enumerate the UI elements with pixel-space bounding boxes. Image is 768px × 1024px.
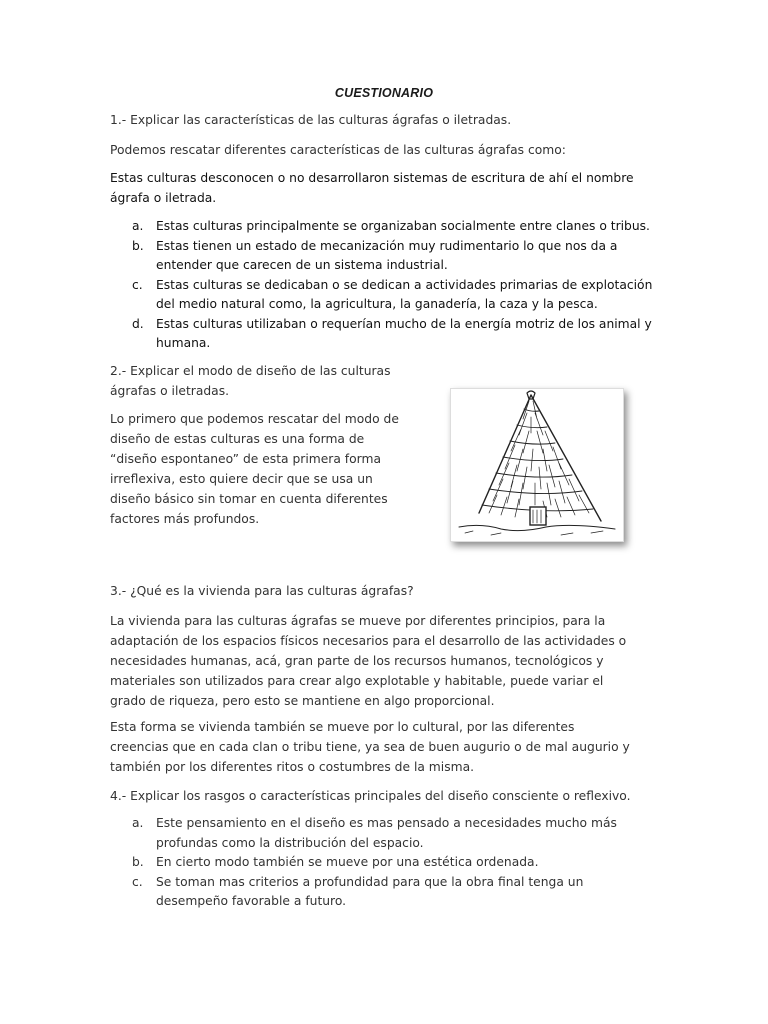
list-item-line: entender que carecen de un sistema industrial. — [156, 258, 448, 272]
paragraph-line: Esta forma se vivienda también se mueve por lo cultural, por las diferentes — [110, 720, 575, 734]
paragraph-line: materiales son utilizados para crear algo explotable y habitable, puede variar el — [110, 674, 604, 688]
question-3-paragraph-1 — [110, 611, 655, 711]
question-1-intro: Podemos rescatar diferentes características de las culturas ágrafas como: — [110, 143, 566, 157]
document-title: CUESTIONARIO — [334, 86, 434, 100]
paragraph-line: irreflexiva, esto quiere decir que se usa un — [110, 472, 373, 486]
hut-illustration — [450, 388, 624, 542]
paragraph-line: necesidades humanas, acá, gran parte de los recursos humanos, tecnológicos y — [110, 654, 604, 668]
list-item-line: Estas culturas principalmente se organizaban socialmente entre clanes o tribus. — [156, 219, 650, 233]
list-item-line: humana. — [156, 336, 211, 350]
list-marker: c. — [132, 277, 143, 292]
list-item — [110, 217, 660, 237]
list-item-line: profundas como la distribución del espacio. — [156, 835, 424, 850]
paragraph-line: “diseño espontaneo” de esta primera forma — [110, 452, 382, 466]
paragraph-line: Lo primero que podemos rescatar del modo de — [110, 412, 399, 426]
paragraph-line: creencias que en cada clan o tribu tiene, ya sea de buen augurio o de mal augurio y — [110, 740, 630, 754]
list-marker: d. — [132, 316, 144, 331]
paragraph-line: diseño de estas culturas es una forma de — [110, 432, 365, 446]
paragraph-line: grado de riqueza, pero esto se mantiene en algo proporcional. — [110, 694, 495, 708]
question-4: 4.- Explicar los rasgos o características principales del diseño consciente o reflexivo. — [110, 789, 631, 803]
question-1: 1.- Explicar las características de las culturas ágrafas o iletradas. — [110, 113, 512, 127]
paragraph-line: adaptación de los espacios físicos necesarios para el desarrollo de las actividades o — [110, 634, 627, 648]
list-marker: b. — [132, 238, 144, 253]
list-item — [110, 276, 660, 315]
list-item-line: En cierto modo también se mueve por una estética ordenada. — [156, 855, 539, 869]
question-line: ágrafas o iletradas. — [110, 384, 230, 398]
list-item-line: del medio natural como, la agricultura, la ganadería, la caza y la pesca. — [156, 297, 598, 311]
paragraph-line: diseño básico sin tomar en cuenta diferentes — [110, 492, 388, 506]
list-item — [110, 315, 660, 354]
list-item-line: desempeño favorable a futuro. — [156, 894, 347, 908]
list-marker: c. — [132, 874, 143, 889]
list-item-line: Este pensamiento en el diseño es mas pensado a necesidades mucho más — [156, 816, 617, 830]
list-item-line: Estas culturas se dedicaban o se dedican a actividades primarias de explotación — [156, 277, 653, 292]
thatched-hut-drawing — [451, 389, 623, 541]
paragraph-line: La vivienda para las culturas ágrafas se mueve por diferentes principios, para la — [110, 614, 606, 628]
list-item-line: Estas culturas utilizaban o requerían mucho de la energía motriz de los animal y — [156, 316, 652, 331]
question-2 — [110, 361, 391, 401]
paragraph-line: Estas culturas desconocen o no desarrollaron sistemas de escritura de ahí el nombre — [110, 171, 634, 185]
list-item — [110, 237, 660, 276]
question-1-list — [110, 217, 660, 354]
list-item-line: Estas tienen un estado de mecanización muy rudimentario lo que nos da a — [156, 238, 618, 253]
question-3: 3.- ¿Qué es la vivienda para las culturas ágrafas? — [110, 584, 414, 598]
question-1-paragraph — [110, 168, 655, 208]
list-item — [110, 873, 660, 912]
paragraph-line: también por los diferentes ritos o costumbres de la misma. — [110, 760, 475, 774]
paragraph-line: ágrafa o iletrada. — [110, 191, 217, 205]
list-item — [110, 853, 660, 873]
question-line: 2.- Explicar el modo de diseño de las culturas — [110, 364, 391, 378]
question-3-paragraph-2 — [110, 717, 655, 777]
paragraph-line: factores más profundos. — [110, 512, 260, 526]
list-marker: a. — [132, 816, 144, 830]
question-2-answer — [110, 409, 430, 529]
list-item-line: Se toman mas criterios a profundidad para que la obra final tenga un — [156, 874, 584, 889]
list-marker: a. — [132, 219, 144, 233]
list-item — [110, 814, 660, 853]
question-4-list — [110, 814, 660, 912]
list-marker: b. — [132, 855, 144, 869]
